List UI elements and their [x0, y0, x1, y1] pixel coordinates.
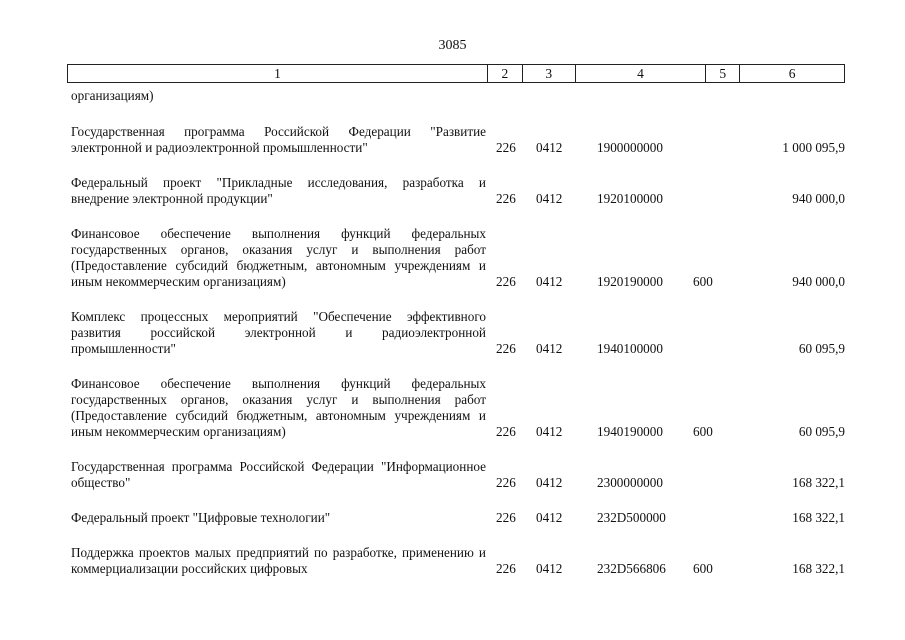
row-rz: 0412	[536, 274, 563, 289]
table-row	[71, 510, 845, 526]
row-ved: 226	[496, 424, 516, 439]
row-ved: 226	[496, 475, 516, 490]
row-name: Финансовое обеспечение выполнения функций федеральных государственных органов, оказания услуг и выполнения работ (Предоставление субсидий бюджетным, автономным учреждениям и иным некоммерческим организациям)	[71, 376, 486, 439]
header-col-1: 1	[68, 65, 488, 82]
row-sum: 168 322,1	[792, 475, 845, 490]
table-row	[71, 309, 845, 357]
row-sum: 1 000 095,9	[782, 140, 845, 155]
row-csr: 1940100000	[597, 341, 663, 356]
row-vr: 600	[693, 424, 713, 439]
row-sum: 940 000,0	[792, 274, 845, 289]
row-csr: 232D566806	[597, 561, 666, 576]
row-rz: 0412	[536, 341, 563, 356]
row-ved: 226	[496, 140, 516, 155]
row-rz: 0412	[536, 424, 563, 439]
table-row	[71, 124, 845, 156]
row-rz: 0412	[536, 191, 563, 206]
row-name: Поддержка проектов малых предприятий по разработке, применению и коммерциализации российских цифровых	[71, 545, 486, 576]
row-rz: 0412	[536, 140, 563, 155]
row-name: Федеральный проект "Прикладные исследования, разработка и внедрение электронной продукции"	[71, 175, 486, 206]
row-ved: 226	[496, 274, 516, 289]
row-name: Финансовое обеспечение выполнения функций федеральных государственных органов, оказания услуг и выполнения работ (Предоставление субсидий бюджетным, автономным учреждениям и иным некоммерческим организациям)	[71, 226, 486, 289]
header-col-6: 6	[788, 66, 796, 81]
row-vr: 600	[693, 274, 713, 289]
row-csr: 2300000000	[597, 475, 663, 490]
row-vr: 600	[693, 561, 713, 576]
header-col-2: 2	[488, 65, 523, 82]
header-col-3: 3	[523, 65, 576, 82]
row-rz: 0412	[536, 475, 563, 490]
row-sum: 60 095,9	[798, 341, 845, 356]
row-name: организациям)	[71, 88, 154, 103]
row-sum: 168 322,1	[792, 561, 845, 576]
page-number: 3085	[438, 38, 467, 53]
row-rz: 0412	[536, 510, 563, 525]
table-row	[71, 545, 845, 577]
table-body	[71, 88, 845, 577]
table-row	[71, 459, 845, 491]
row-name: Государственная программа Российской Федерации "Информационное общество"	[71, 459, 486, 490]
row-name: Государственная программа Российской Федерации "Развитие электронной и радиоэлектронной промышленности"	[71, 124, 486, 155]
row-name: Комплекс процессных мероприятий "Обеспечение эффективного развития российской электронной и радиоэлектронной промышленности"	[71, 309, 486, 356]
row-sum: 60 095,9	[798, 424, 845, 439]
header-col-5: 5	[706, 65, 740, 82]
row-csr: 1920100000	[597, 191, 663, 206]
row-ved: 226	[496, 510, 516, 525]
table-row	[71, 88, 845, 104]
table-row	[71, 226, 845, 290]
row-ved: 226	[496, 341, 516, 356]
row-ved: 226	[496, 191, 516, 206]
row-name: Федеральный проект "Цифровые технологии"	[71, 510, 331, 525]
table-row	[71, 376, 845, 440]
row-rz: 0412	[536, 561, 563, 576]
row-csr: 232D500000	[597, 510, 666, 525]
table-row	[71, 175, 845, 207]
header-col-4: 4	[576, 65, 707, 82]
row-sum: 168 322,1	[792, 510, 845, 525]
row-sum: 940 000,0	[792, 191, 845, 206]
table-header	[67, 64, 845, 83]
row-ved: 226	[496, 561, 516, 576]
row-csr: 1940190000	[597, 424, 663, 439]
row-csr: 1920190000	[597, 274, 663, 289]
row-csr: 1900000000	[597, 140, 663, 155]
